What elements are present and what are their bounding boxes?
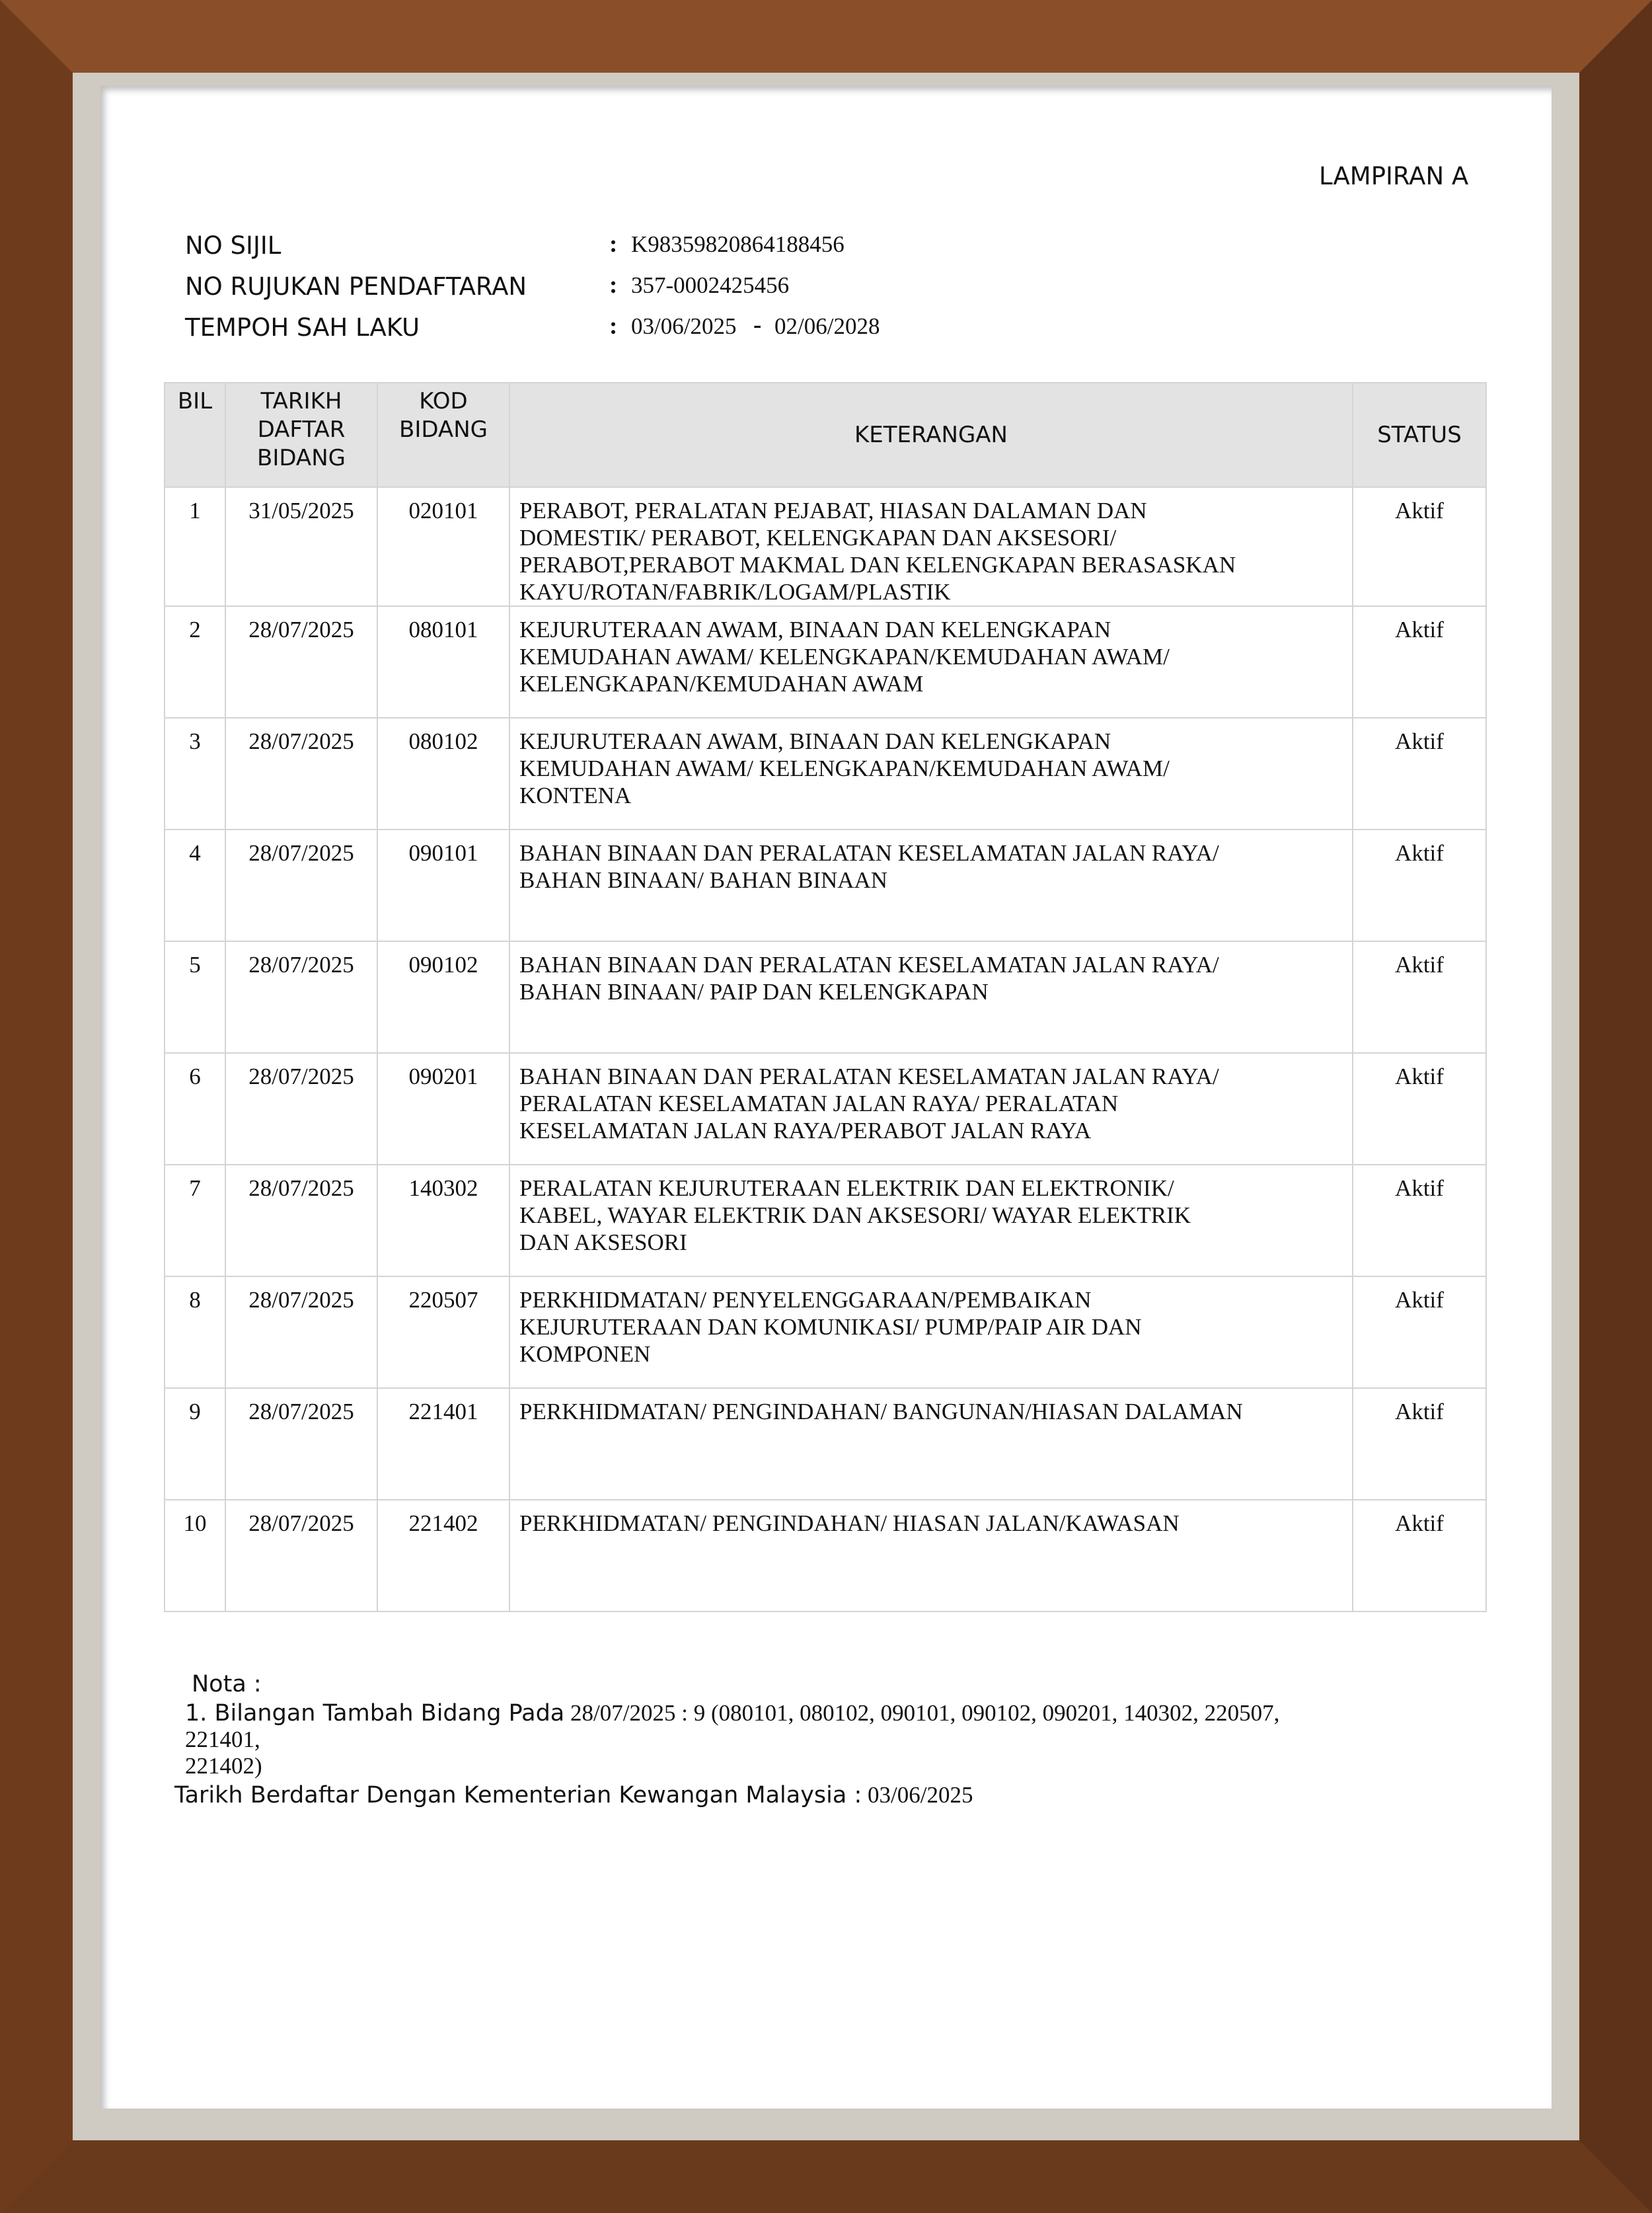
cell-keterangan [509,606,1353,718]
meta-label-no-sijil: NO SIJIL [185,231,282,260]
cell-bil: 10 [165,1500,225,1611]
meta-colon: : [609,313,618,340]
cell-tarikh: 28/07/2025 [225,1388,377,1500]
cell-kod: 220507 [377,1276,509,1388]
cell-bil: 2 [165,606,225,718]
cell-tarikh: 28/07/2025 [225,1053,377,1165]
keterangan-line: KEMUDAHAN AWAM/ KELENGKAPAN/KEMUDAHAN AWAM/ [519,644,1170,670]
table-header-row [165,383,1486,487]
keterangan-line: BAHAN BINAAN DAN PERALATAN KESELAMATAN JALAN RAYA/ [519,1064,1219,1089]
cell-tarikh: 28/07/2025 [225,830,377,941]
keterangan-line: KABEL, WAYAR ELEKTRIK DAN AKSESORI/ WAYAR ELEKTRIK [519,1202,1191,1228]
cell-bil: 6 [165,1053,225,1165]
table-row [165,830,1486,941]
keterangan-line: PERALATAN KEJURUTERAAN ELEKTRIK DAN ELEKTRONIK/ [519,1175,1174,1201]
cell-tarikh: 28/07/2025 [225,718,377,830]
cell-keterangan [509,1276,1353,1388]
cell-status: Aktif [1353,830,1486,941]
keterangan-line: KEJURUTERAAN AWAM, BINAAN DAN KELENGKAPAN [519,728,1111,754]
keterangan-line: KAYU/ROTAN/FABRIK/LOGAM/PLASTIK [519,579,951,605]
cell-kod: 080101 [377,606,509,718]
keterangan-line: KONTENA [519,783,632,808]
keterangan-line: BAHAN BINAAN DAN PERALATAN KESELAMATAN JALAN RAYA/ [519,840,1219,866]
table-row [165,941,1486,1053]
table-row [165,606,1486,718]
registered-date-value: 03/06/2025 [868,1782,973,1808]
header-status: STATUS [1353,383,1486,487]
cell-bil: 8 [165,1276,225,1388]
keterangan-line: PERKHIDMATAN/ PENGINDAHAN/ BANGUNAN/HIASAN DALAMAN [519,1399,1243,1424]
meta-colon: : [609,272,618,299]
cell-kod: 020101 [377,487,509,606]
table-row [165,1276,1486,1388]
keterangan-line: DOMESTIK/ PERABOT, KELENGKAPAN DAN AKSESORI/ [519,525,1117,551]
notes-line-1-cont: 221402) [185,1753,262,1779]
cell-kod: 090101 [377,830,509,941]
cell-keterangan [509,1500,1353,1611]
keterangan-line: DAN AKSESORI [519,1229,687,1255]
meta-value-no-sijil: K98359820864188456 [631,231,845,257]
registration-table [164,382,1487,1612]
table-row [165,718,1486,830]
meta-dash: - [753,311,762,338]
registered-date-line [174,1782,973,1808]
keterangan-line: PERKHIDMATAN/ PENYELENGGARAAN/PEMBAIKAN [519,1287,1092,1313]
cell-status: Aktif [1353,1500,1486,1611]
cell-tarikh: 28/07/2025 [225,1276,377,1388]
keterangan-line: PERKHIDMATAN/ PENGINDAHAN/ HIASAN JALAN/KAWASAN [519,1510,1180,1536]
cell-keterangan [509,718,1353,830]
keterangan-line: BAHAN BINAAN/ PAIP DAN KELENGKAPAN [519,979,989,1005]
cell-kod: 221402 [377,1500,509,1611]
keterangan-line: KESELAMATAN JALAN RAYA/PERABOT JALAN RAYA [519,1118,1092,1144]
header-bil: BIL [165,383,225,487]
notes-line-1-label: 1. Bilangan Tambah Bidang Pada [185,1700,565,1727]
keterangan-line: BAHAN BINAAN/ BAHAN BINAAN [519,867,888,893]
keterangan-line: KELENGKAPAN/KEMUDAHAN AWAM [519,671,924,697]
cell-keterangan [509,941,1353,1053]
keterangan-line: PERABOT, PERALATAN PEJABAT, HIASAN DALAMAN DAN [519,498,1147,524]
notes-title: Nota : [192,1671,262,1697]
cell-bil: 3 [165,718,225,830]
table-row [165,1165,1486,1276]
table-row [165,1388,1486,1500]
cell-bil: 9 [165,1388,225,1500]
table-row [165,487,1486,606]
meta-label-no-rujukan: NO RUJUKAN PENDAFTARAN [185,272,527,301]
meta-value-tempoh-from: 03/06/2025 [631,313,737,339]
cell-status: Aktif [1353,606,1486,718]
cell-keterangan [509,1053,1353,1165]
cell-keterangan [509,487,1353,606]
table-row [165,1500,1486,1611]
cell-bil: 1 [165,487,225,606]
meta-value-no-rujukan: 357-0002425456 [631,272,790,298]
cell-tarikh: 28/07/2025 [225,606,377,718]
cell-bil: 4 [165,830,225,941]
cell-kod: 140302 [377,1165,509,1276]
header-tarikh: TARIKH DAFTAR BIDANG [225,383,377,487]
meta-value-tempoh-to: 02/06/2028 [774,313,880,339]
cell-kod: 090201 [377,1053,509,1165]
cell-keterangan [509,1388,1353,1500]
cell-keterangan [509,830,1353,941]
cell-status: Aktif [1353,487,1486,606]
notes-line-1 [185,1700,1328,1779]
header-keterangan: KETERANGAN [509,383,1353,487]
keterangan-line: KEJURUTERAAN AWAM, BINAAN DAN KELENGKAPAN [519,617,1111,642]
cell-tarikh: 28/07/2025 [225,1165,377,1276]
keterangan-line: KEJURUTERAAN DAN KOMUNIKASI/ PUMP/PAIP AIR DAN [519,1314,1142,1340]
cell-tarikh: 28/07/2025 [225,1500,377,1611]
keterangan-line: BAHAN BINAAN DAN PERALATAN KESELAMATAN JALAN RAYA/ [519,952,1219,978]
keterangan-line: KEMUDAHAN AWAM/ KELENGKAPAN/KEMUDAHAN AWAM/ [519,756,1170,781]
keterangan-line: KOMPONEN [519,1341,651,1367]
cell-keterangan [509,1165,1353,1276]
notes-line-1-value: 28/07/2025 : 9 (080101, 080102, 090101, 090102, 090201, 140302, 220507, 221401, [185,1700,1280,1752]
meta-colon: : [609,231,618,258]
cell-status: Aktif [1353,718,1486,830]
registered-date-label: Tarikh Berdaftar Dengan Kementerian Kewangan Malaysia : [174,1782,862,1808]
header-kod: KOD BIDANG [377,383,509,487]
cell-bil: 5 [165,941,225,1053]
keterangan-line: PERALATAN KESELAMATAN JALAN RAYA/ PERALATAN [519,1091,1119,1116]
cell-kod: 080102 [377,718,509,830]
cell-status: Aktif [1353,1388,1486,1500]
cell-status: Aktif [1353,1276,1486,1388]
cell-kod: 221401 [377,1388,509,1500]
cell-kod: 090102 [377,941,509,1053]
meta-label-tempoh: TEMPOH SAH LAKU [185,313,420,342]
cell-bil: 7 [165,1165,225,1276]
cell-status: Aktif [1353,941,1486,1053]
table-row [165,1053,1486,1165]
cell-status: Aktif [1353,1053,1486,1165]
attachment-label: LAMPIRAN A [1319,162,1469,190]
cell-tarikh: 31/05/2025 [225,487,377,606]
cell-status: Aktif [1353,1165,1486,1276]
keterangan-line: PERABOT,PERABOT MAKMAL DAN KELENGKAPAN BERASASKAN [519,552,1236,578]
cell-tarikh: 28/07/2025 [225,941,377,1053]
